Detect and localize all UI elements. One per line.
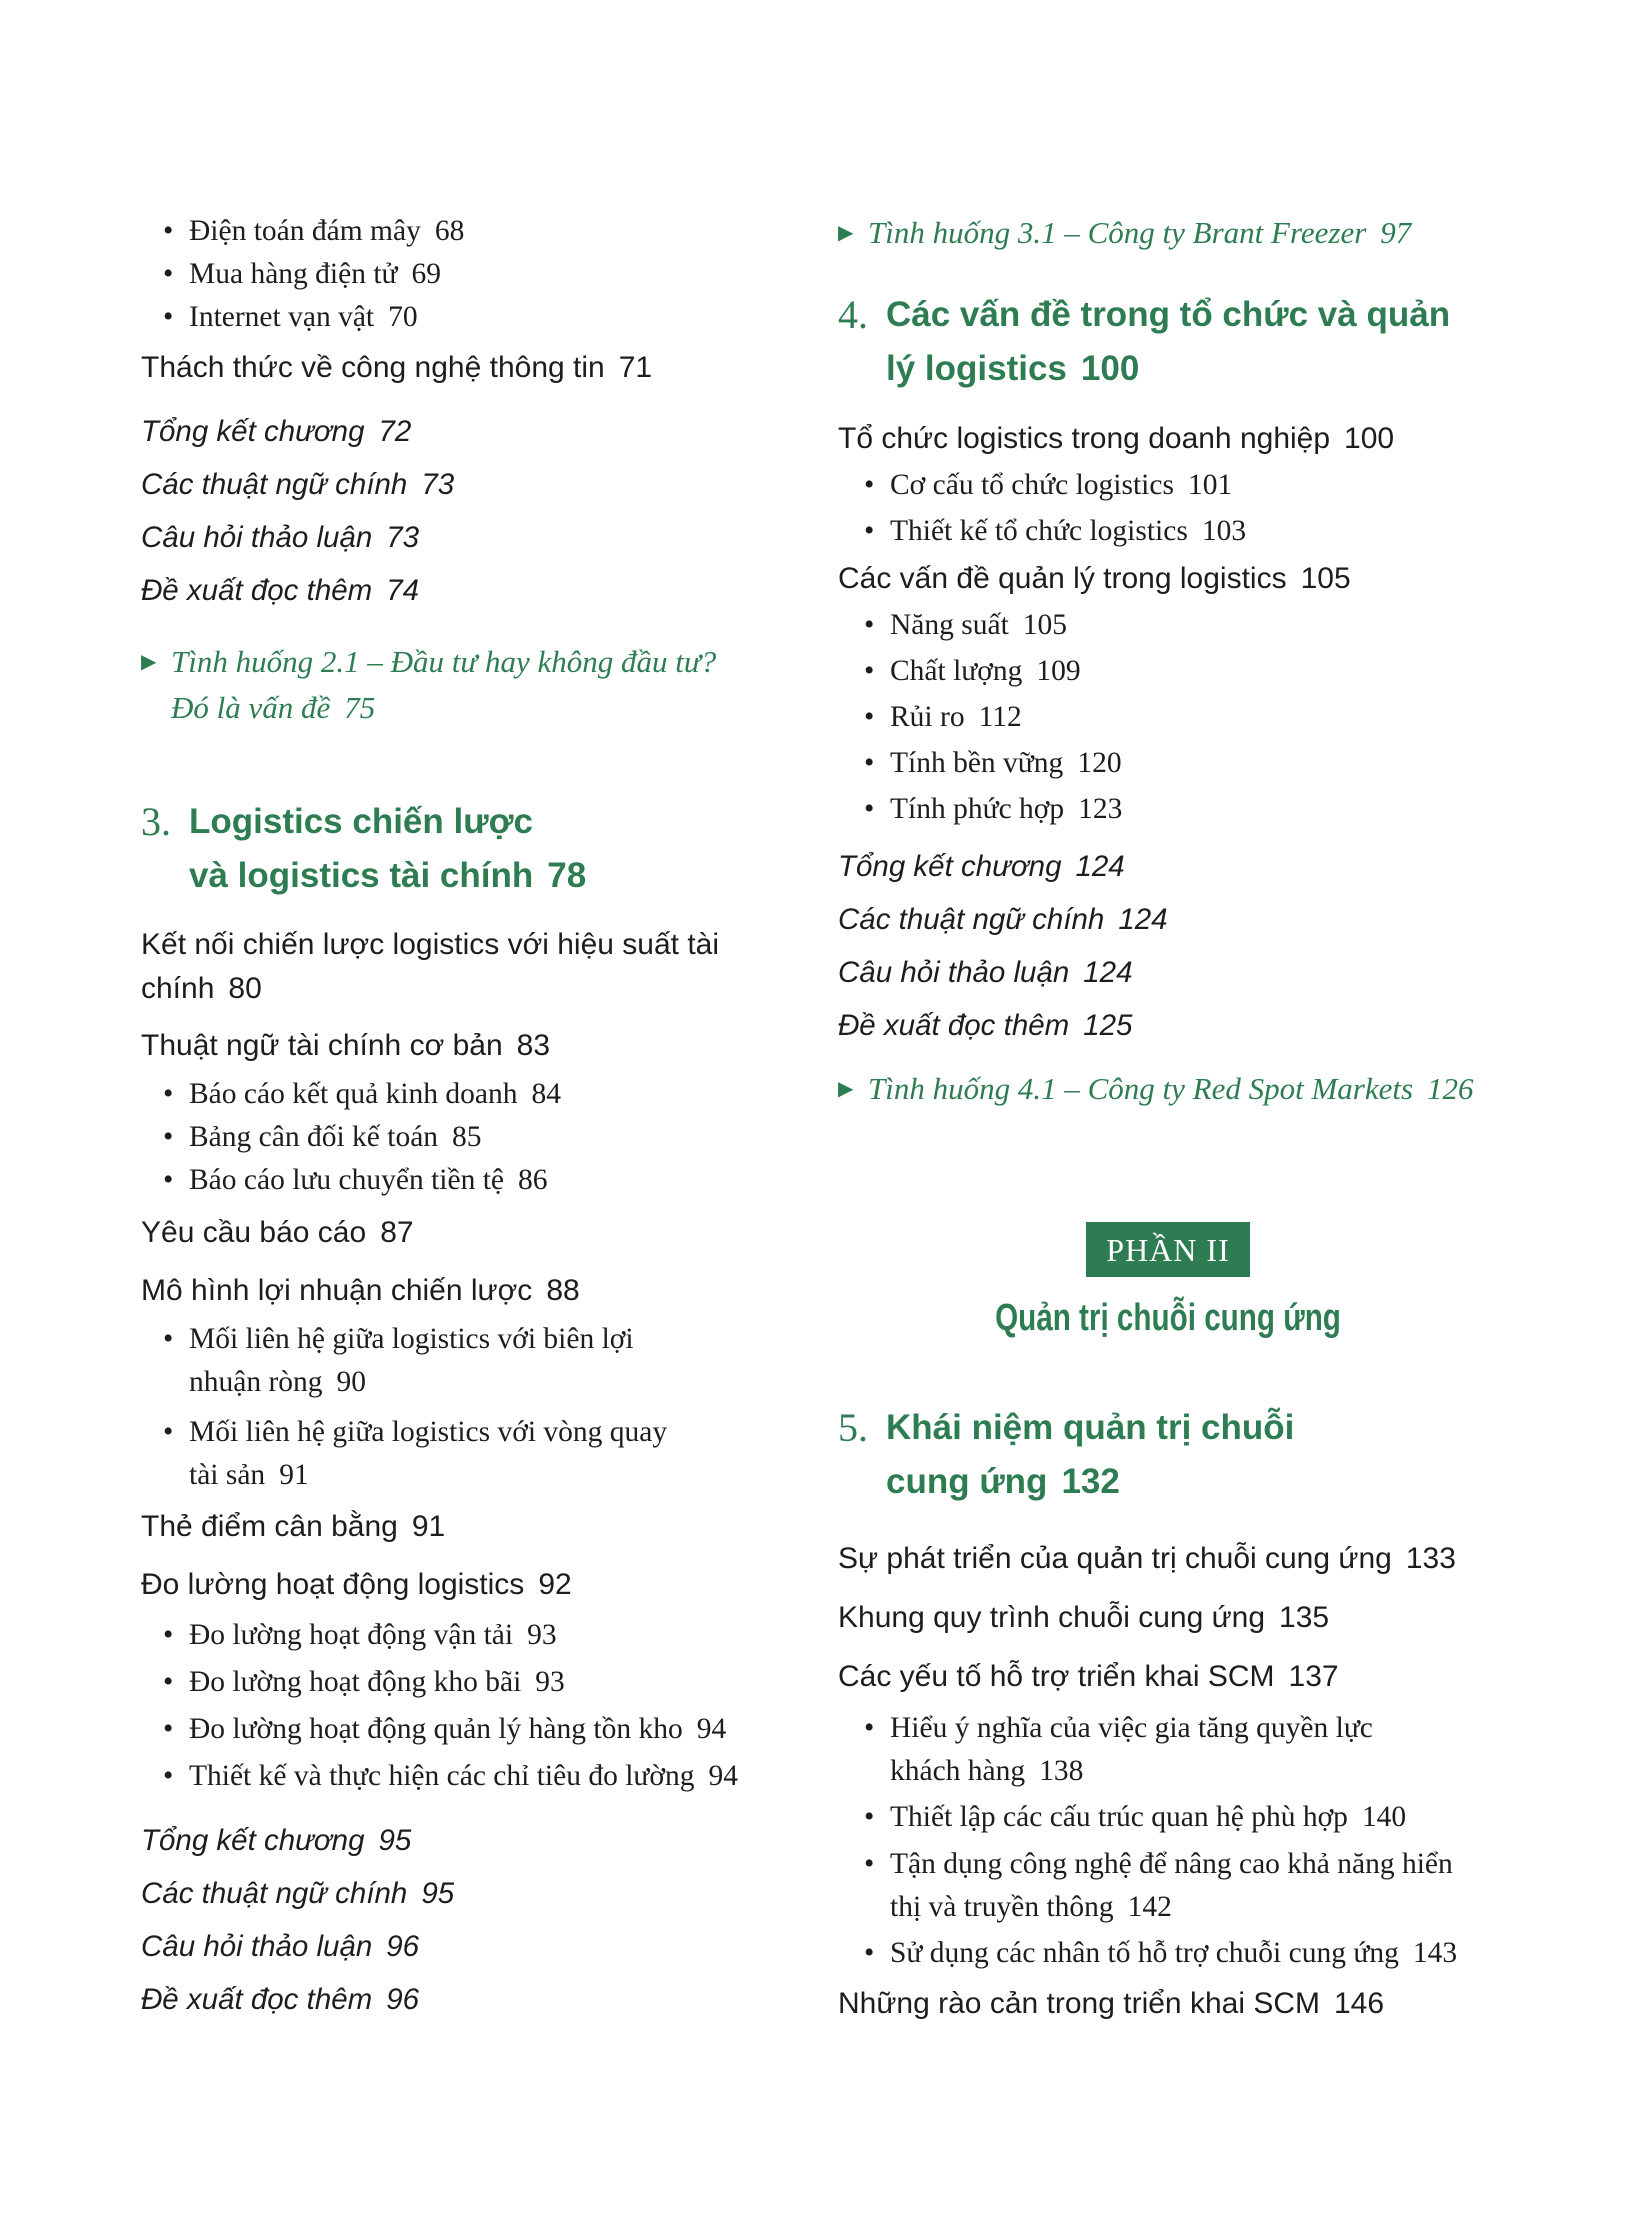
- toc-entry-barriers[interactable]: Những rào cản trong triển khai SCM 146: [838, 1987, 1385, 2020]
- toc-bullet[interactable]: • Bảng cân đối kế toán 85: [163, 1121, 482, 1153]
- toc-bullet[interactable]: • Hiểu ý nghĩa của việc gia tăng quyền lực khách hàng 138: [864, 1712, 1373, 1787]
- triangle-right-icon: ▶: [838, 222, 854, 244]
- toc-entry-reporting[interactable]: Yêu cầu báo cáo 87: [141, 1216, 414, 1249]
- toc-key-terms[interactable]: Các thuật ngữ chính 124: [838, 903, 1168, 936]
- toc-key-terms[interactable]: Các thuật ngữ chính 95: [141, 1877, 455, 1910]
- toc-bullet[interactable]: • Mối liên hệ giữa logistics với vòng quay tài sản 91: [163, 1416, 668, 1491]
- toc-bullet[interactable]: • Chất lượng 109: [864, 655, 1081, 687]
- toc-bullet[interactable]: • Đo lường hoạt động kho bãi 93: [163, 1666, 565, 1698]
- toc-bullet[interactable]: • Tận dụng công nghệ để nâng cao khả năng hiển thị và truyền thông 142: [864, 1848, 1453, 1923]
- bullet-list: [141, 1318, 781, 1496]
- bullet-list: [141, 210, 781, 339]
- toc-bullet[interactable]: • Năng suất 105: [864, 609, 1068, 641]
- toc-summary[interactable]: Tổng kết chương 124: [838, 850, 1125, 883]
- toc-bullet[interactable]: • Thiết lập các cấu trúc quan hệ phù hợp 140: [864, 1801, 1407, 1833]
- bullet-list: [141, 1612, 781, 1800]
- toc-bullet[interactable]: • Tính bền vững 120: [864, 747, 1122, 779]
- triangle-right-icon: ▶: [141, 651, 157, 673]
- chapter-5-heading[interactable]: 5. Khái niệm quản trị chuỗi cung ứng 132: [838, 1405, 1295, 1501]
- toc-bullet[interactable]: • Cơ cấu tổ chức logistics 101: [864, 469, 1233, 501]
- toc-bullet[interactable]: • Báo cáo lưu chuyển tiền tệ 86: [163, 1164, 548, 1196]
- toc-bullet[interactable]: • Điện toán đám mây 68: [163, 215, 465, 247]
- toc-entry-measuring[interactable]: Đo lường hoạt động logistics 92: [141, 1568, 572, 1601]
- toc-entry-facilitators[interactable]: Các yếu tố hỗ trợ triển khai SCM 137: [838, 1660, 1339, 1693]
- toc-readings[interactable]: Đề xuất đọc thêm 74: [141, 574, 420, 607]
- toc-questions[interactable]: Câu hỏi thảo luận 73: [141, 521, 420, 554]
- toc-bullet[interactable]: • Thiết kế tổ chức logistics 103: [864, 515, 1247, 547]
- bullet-list: [838, 602, 1518, 832]
- toc-bullet[interactable]: • Mua hàng điện tử 69: [163, 258, 442, 290]
- toc-case-4-1[interactable]: ▶ Tình huống 4.1 – Công ty Red Spot Markets 126: [838, 1066, 1518, 1112]
- toc-bullet[interactable]: • Tính phức hợp 123: [864, 793, 1123, 825]
- bullet-list: [838, 462, 1518, 554]
- toc-entry-mgmt[interactable]: Các vấn đề quản lý trong logistics 105: [838, 562, 1351, 595]
- toc-entry-development[interactable]: Sự phát triển của quản trị chuỗi cung ứng 133: [838, 1542, 1456, 1575]
- chapter-3-heading[interactable]: 3. Logistics chiến lược và logistics tài chính 78: [141, 799, 587, 895]
- triangle-right-icon: ▶: [838, 1078, 854, 1100]
- toc-readings[interactable]: Đề xuất đọc thêm 125: [838, 1009, 1133, 1042]
- chapter-4-heading[interactable]: 4. Các vấn đề trong tổ chức và quản lý logistics 100: [838, 292, 1451, 388]
- toc-bullet[interactable]: • Thiết kế và thực hiện các chỉ tiêu đo lường 94: [163, 1760, 738, 1792]
- toc-left-column: [141, 210, 781, 2026]
- toc-bullet[interactable]: • Báo cáo kết quả kinh doanh 84: [163, 1078, 562, 1110]
- bullet-list: [838, 1707, 1518, 1975]
- toc-case-2-1[interactable]: ▶ Tình huống 2.1 – Đầu tư hay không đầu tư? Đó là vấn đề 75: [141, 639, 781, 731]
- toc-key-terms[interactable]: Các thuật ngữ chính 73: [141, 468, 455, 501]
- part-title[interactable]: Quản trị chuỗi cung ứng: [995, 1297, 1341, 1339]
- toc-right-column: [838, 210, 1518, 2027]
- toc-summary[interactable]: Tổng kết chương 72: [141, 415, 412, 448]
- part-label: PHẦN II: [1086, 1222, 1249, 1277]
- toc-entry-scorecard[interactable]: Thẻ điểm cân bằng 91: [141, 1510, 446, 1543]
- toc-entry-spm[interactable]: Mô hình lợi nhuận chiến lược 88: [141, 1274, 580, 1307]
- toc-entry-framework[interactable]: Khung quy trình chuỗi cung ứng 135: [838, 1601, 1330, 1634]
- toc-entry-org[interactable]: Tổ chức logistics trong doanh nghiệp 100: [838, 422, 1395, 455]
- toc-entry-basic-terms[interactable]: Thuật ngữ tài chính cơ bản 83: [141, 1029, 551, 1062]
- part-ii-heading: [838, 1222, 1498, 1343]
- bullet-list: [141, 1073, 781, 1202]
- toc-entry-it-challenge[interactable]: Thách thức về công nghệ thông tin 71: [141, 351, 653, 384]
- toc-bullet[interactable]: • Internet vạn vật 70: [163, 301, 418, 333]
- toc-entry-linking[interactable]: Kết nối chiến lược logistics với hiệu suất tài chính 80: [141, 928, 720, 1005]
- toc-bullet[interactable]: • Mối liên hệ giữa logistics với biên lợi nhuận ròng 90: [163, 1323, 634, 1398]
- toc-readings[interactable]: Đề xuất đọc thêm 96: [141, 1983, 420, 2016]
- toc-bullet[interactable]: • Sử dụng các nhân tố hỗ trợ chuỗi cung ứng 143: [864, 1937, 1458, 1969]
- toc-questions[interactable]: Câu hỏi thảo luận 96: [141, 1930, 420, 1963]
- toc-bullet[interactable]: • Đo lường hoạt động quản lý hàng tồn kho 94: [163, 1713, 727, 1745]
- toc-bullet[interactable]: • Đo lường hoạt động vận tải 93: [163, 1619, 557, 1651]
- toc-bullet[interactable]: • Rủi ro 112: [864, 701, 1022, 733]
- toc-questions[interactable]: Câu hỏi thảo luận 124: [838, 956, 1133, 989]
- toc-summary[interactable]: Tổng kết chương 95: [141, 1824, 412, 1857]
- toc-case-3-1[interactable]: ▶ Tình huống 3.1 – Công ty Brant Freezer 97: [838, 210, 1518, 256]
